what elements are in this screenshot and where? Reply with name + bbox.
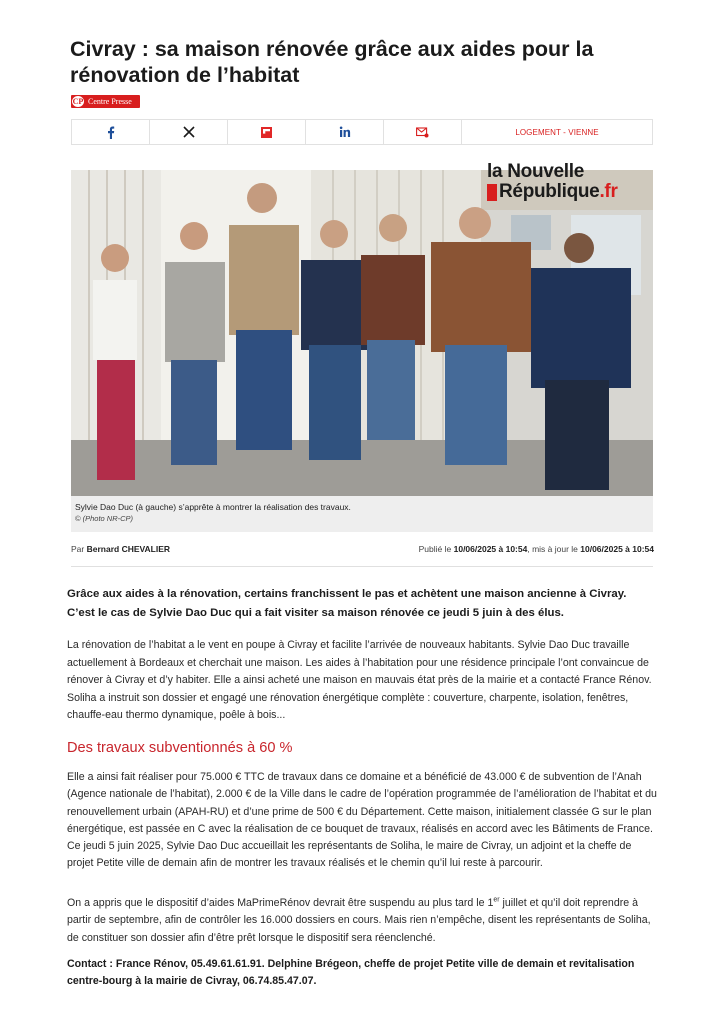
article-paragraph: Elle a ainsi fait réaliser pour 75.000 € TTC de travaux dans ce domaine et a bénéficié de 43.000 € de subvention de l’Anah (Agence nationale de l’habitat), 2.000 € de la Ville dans le cadre de l’opération programmée de l’amélioration de l’habitat et du renouvellement urbain (APAH-RU) et d’une prime de 500 € du Département. Cette maison, initialement classée G sur le plan énergétique, est passée en C avec la réalisation de ce bouquet de travaux, réalisés en accord avec les Bâtiments de France. Ce jeudi 5 juin 2025, Sylvie Dao Duc accueillait les représentants de Soliha, le maire de Civray, un adjoint et la cheffe de projet Petite ville de demain afin de montrer les travaux réalisés et le chemin qu’il lui reste à parcourir. — [67, 771, 657, 870]
para3-superscript: er — [493, 896, 500, 904]
share-x-button[interactable] — [150, 120, 228, 144]
article-title: Civray : sa maison rénovée grâce aux aides pour la rénovation de l’habitat — [70, 37, 594, 87]
byline-prefix: Par — [71, 544, 85, 554]
group-photo — [71, 170, 653, 496]
flipboard-icon — [261, 127, 272, 138]
facebook-icon — [106, 126, 115, 139]
source-badge[interactable] — [71, 95, 140, 108]
photo-credit: © (Photo NR-CP) — [75, 514, 134, 523]
para3-end: juillet et qu’il doit reprendre à partir de septembre, afin de contrôler les 16.000 dossiers en cours. Mais rien n’empêche, disent les représentants de Soliha, de constituer son dossier afin d’être prêt lorsque le dispositif sera réenclenché. — [67, 897, 651, 944]
x-icon — [183, 126, 195, 138]
share-facebook-button[interactable] — [72, 120, 150, 144]
article-photo — [71, 170, 653, 496]
author-name[interactable]: Bernard CHEVALIER — [86, 544, 171, 554]
share-email-button[interactable] — [384, 120, 462, 144]
updated-date: 10/06/2025 à 10:54 — [580, 544, 654, 554]
linkedin-icon — [339, 126, 351, 138]
para3-start: On a appris que le dispositif d’aides MaPrimeRénov devrait être suspendu au plus tard le 1 — [67, 897, 494, 909]
photo-caption: Sylvie Dao Duc (à gauche) s’apprête à montrer la réalisation des travaux. — [75, 502, 351, 512]
share-flipboard-button[interactable] — [228, 120, 306, 144]
article-subheading: Des travaux subventionnés à 60 % — [67, 740, 293, 756]
logo-line-2-text: République — [499, 181, 600, 202]
source-logo-initials: CP — [72, 97, 84, 106]
newspaper-logo — [487, 162, 647, 202]
share-linkedin-button[interactable] — [306, 120, 384, 144]
published-date: 10/06/2025 à 10:54 — [453, 544, 528, 554]
logo-mark-icon — [487, 184, 497, 201]
logo-suffix: .fr — [599, 181, 618, 202]
byline — [71, 544, 170, 554]
article-contact: Contact : France Rénov, 05.49.61.61.91. Delphine Brégeon, cheffe de projet Petite ville de demain et revitalisation centre-bourg à la mairie de Civray, 06.74.85.47.07. — [67, 958, 635, 988]
share-bar — [71, 119, 653, 145]
article-paragraph: La rénovation de l’habitat a le vent en poupe à Civray et facilite l’arrivée de nouveaux habitants. Sylvie Dao Duc travaille actuellement à Bordeaux et cherchait une maison. Les aides à l’habitation pour une résidence principale l’ont convaincue de rénover à Civray et d’y habiter. Elle a ainsi acheté une maison en mauvais état près de la mairie et a contacté France Rénov. Soliha a instruit son dossier et engagé une rénovation énergétique complète : couverture, charpente, isolation, fenêtres, chauffe-eau thermo dynamique, poêle à bois... — [67, 639, 652, 722]
publication-date — [419, 544, 654, 554]
published-prefix: Publié le — [418, 544, 452, 554]
logo-line-2 — [487, 182, 647, 202]
category-link[interactable]: LOGEMENT - VIENNE — [515, 127, 599, 137]
source-name: Centre Presse — [88, 97, 132, 106]
updated-prefix: , mis à jour le — [527, 544, 578, 554]
logo-line-1: la Nouvelle — [487, 161, 585, 182]
photo-caption-box — [71, 496, 653, 532]
email-icon — [416, 127, 429, 138]
article-paragraph — [67, 895, 657, 947]
divider — [71, 566, 653, 567]
article-lead: Grâce aux aides à la rénovation, certains franchissent le pas et achètent une maison ancienne à Civray. C’est le cas de Sylvie Dao Duc qui a fait visiter sa maison rénovée ce jeudi 5 juin à des élus. — [67, 588, 627, 619]
